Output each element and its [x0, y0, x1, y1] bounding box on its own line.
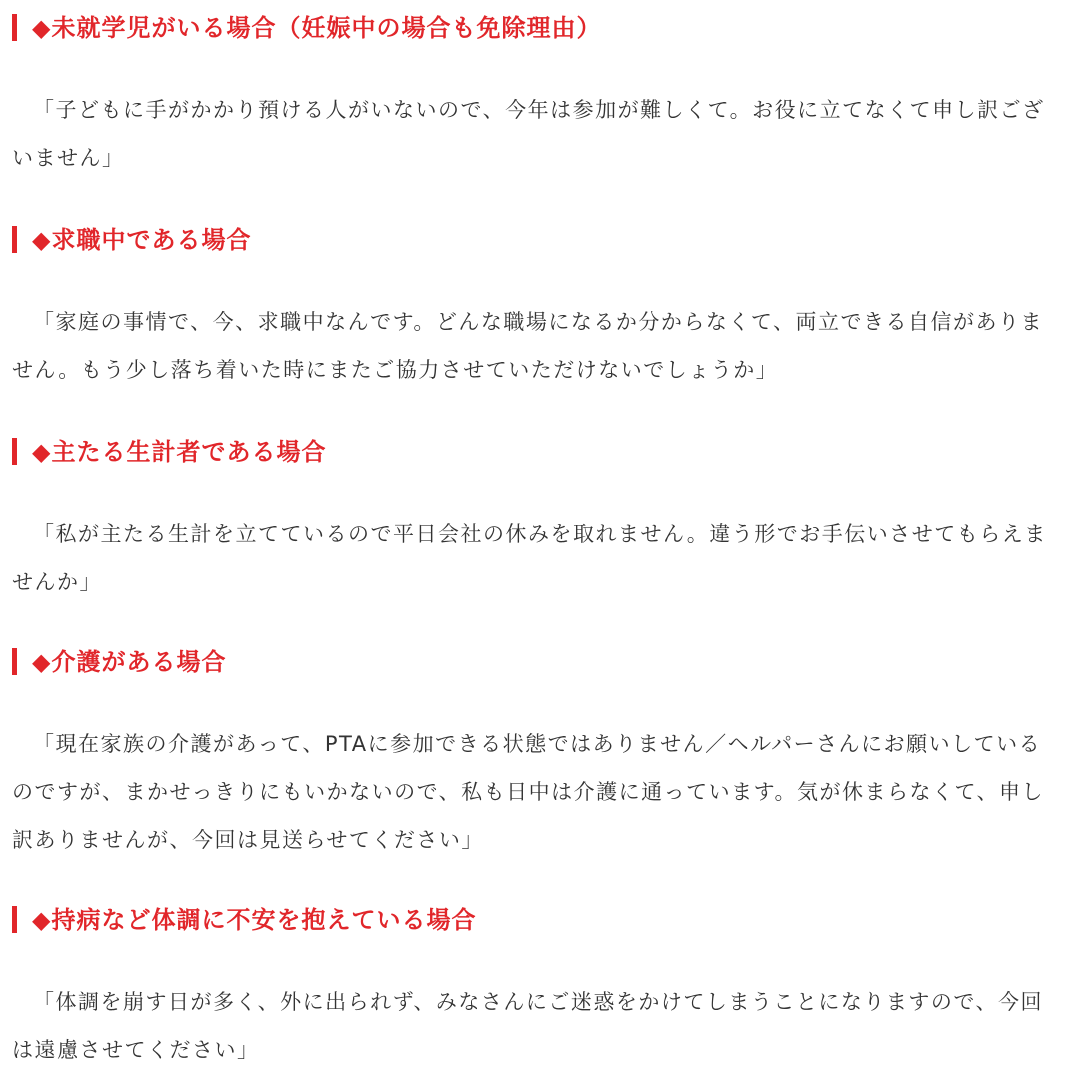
section-job-seeking	[12, 222, 1056, 394]
section-main-breadwinner	[12, 434, 1056, 606]
heading-accent-bar	[12, 14, 17, 41]
example-phrase: 「体調を崩す日が多く、外に出られず、みなさんにご迷惑をかけてしまうことになりますので、今回は遠慮させてください」	[12, 990, 1043, 1062]
heading-accent-bar	[12, 438, 17, 465]
section-heading-text: ◆主たる生計者である場合	[32, 438, 327, 466]
example-phrase: 「現在家族の介護があって、PTAに参加できる状態ではありません／ヘルパーさんにお願いしているのですが、まかせっきりにもいかないので、私も日中は介護に通っています。気が休まらなくて、申し訳ありませんが、今回は見送らせてください」	[12, 732, 1045, 852]
example-phrase: 「子どもに手がかかり預ける人がいないので、今年は参加が難しくて。お役に立てなくて申し訳ございません」	[12, 98, 1045, 170]
heading-accent-bar	[12, 906, 17, 933]
section-heading-text: ◆未就学児がいる場合（妊娠中の場合も免除理由）	[32, 14, 602, 42]
section-heading-text: ◆介護がある場合	[32, 648, 227, 676]
example-phrase: 「家庭の事情で、今、求職中なんです。どんな職場になるか分からなくて、両立できる自信がありません。もう少し落ち着いた時にまたご協力させていただけないでしょうか」	[12, 310, 1043, 382]
section-caregiving	[12, 644, 1056, 864]
section-preschool-children	[12, 10, 1056, 182]
example-phrase: 「私が主たる生計を立てているので平日会社の休みを取れません。違う形でお手伝いさせてもらえませんか」	[12, 522, 1047, 594]
section-heading	[12, 222, 1056, 258]
section-heading	[12, 10, 1056, 46]
section-heading-text: ◆持病など体調に不安を抱えている場合	[32, 906, 477, 934]
section-heading	[12, 902, 1056, 938]
section-health-concerns	[12, 902, 1056, 1074]
heading-accent-bar	[12, 226, 17, 253]
heading-accent-bar	[12, 648, 17, 675]
section-heading	[12, 644, 1056, 680]
section-heading	[12, 434, 1056, 470]
section-heading-text: ◆求職中である場合	[32, 226, 252, 254]
